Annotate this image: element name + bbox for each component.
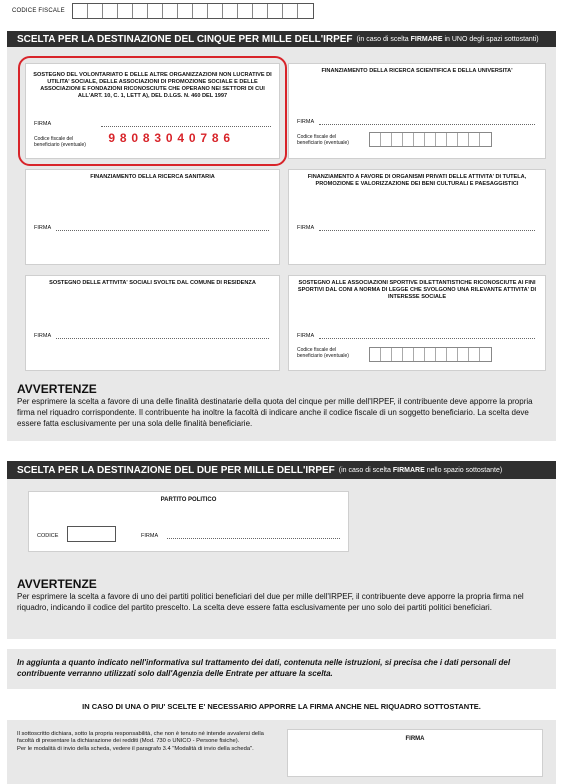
firma-label: FIRMA xyxy=(297,333,315,339)
codice-fiscale-label: CODICE FISCALE xyxy=(12,8,65,14)
beneficiario-digit: 8 xyxy=(119,131,127,145)
firma-line[interactable] xyxy=(319,124,535,125)
cinque-per-mille-header xyxy=(7,31,556,47)
codice-label: CODICE xyxy=(37,533,59,539)
firma-label: FIRMA xyxy=(297,119,315,125)
codice-fiscale-input[interactable] xyxy=(72,3,314,19)
box-title: SOSTEGNO DELLE ATTIVITA' SOCIALI SVOLTE DAL COMUNE DI RESIDENZA xyxy=(49,280,256,286)
avvertenze-text: Per esprimere la scelta a favore di una delle finalità destinatarie della quota del cinque per mille dell'IRPEF, il contribuente deve apporre la propria firma nel riquadro corrispondente. Il contribuente ha inoltre la facoltà di indicare anche il codice fiscale di un soggetto beneficiario. La scelta deve essere fatta esclusivamente per una sola delle finalità beneficiarie. xyxy=(17,397,533,428)
beneficiario-digit: 6 xyxy=(223,131,231,145)
box-title: SOSTEGNO ALLE ASSOCIAZIONI SPORTIVE DILETTANTISTICHE RICONOSCIUTE AI FINI SPORTIVI DAL CONI A NORMA DI LEGGE CHE SVOLGONO UNA RILEVANTE ATTIVITA' DI INTERESSE SOCIALE xyxy=(297,280,537,300)
codice-partito-input[interactable] xyxy=(67,526,116,542)
beneficiario-label: Codice fiscale del beneficiario (eventuale) xyxy=(297,134,349,146)
highlight-ring xyxy=(18,56,287,166)
beneficiario-input[interactable] xyxy=(369,132,492,147)
box-title: FINANZIAMENTO A FAVORE DI ORGANISMI PRIVATI DELLE ATTIVITA' DI TUTELA, PROMOZIONE E VALORIZZAZIONE DEI BENI CULTURALI E PAESAGGISTICI xyxy=(307,174,527,187)
beneficiario-digit: 0 xyxy=(131,131,139,145)
box-associazioni-sportive xyxy=(288,275,546,371)
firma-obbligatoria-note: IN CASO DI UNA O PIU' SCELTE E' NECESSARIO APPORRE LA FIRMA ANCHE NEL RIQUADRO SOTTOSTANTE. xyxy=(82,702,481,711)
firma-label: FIRMA xyxy=(34,333,52,339)
cinque-subtitle: (in caso di scelta FIRMARE in UNO degli spazi sottostanti) xyxy=(356,35,539,43)
due-per-mille-header xyxy=(7,461,556,479)
beneficiario-digit: 0 xyxy=(165,131,173,145)
beneficiario-digit: 3 xyxy=(154,131,162,145)
beneficiario-digit: 7 xyxy=(200,131,208,145)
box-beni-culturali xyxy=(288,169,546,265)
firma-line[interactable] xyxy=(167,538,340,539)
box-title: FINANZIAMENTO DELLA RICERCA SCIENTIFICA E DELLA UNIVERSITA' xyxy=(321,68,513,74)
beneficiario-digit: 4 xyxy=(177,131,185,145)
beneficiario-label: Codice fiscale del beneficiario (eventuale) xyxy=(297,347,349,359)
firma-label: FIRMA xyxy=(34,121,52,127)
beneficiario-digit: 9 xyxy=(108,131,116,145)
firma-line[interactable] xyxy=(56,338,269,339)
beneficiario-label: Codice fiscale del beneficiario (eventuale) xyxy=(34,136,86,148)
box-ricerca-sanitaria xyxy=(25,169,280,265)
beneficiario-input[interactable] xyxy=(369,347,492,362)
box-title: SOSTEGNO DEL VOLONTARIATO E DELLE ALTRE ORGANIZZAZIONI NON LUCRATIVE DI UTILITA' SOCIALE, DELLE ASSOCIAZIONI DI PROMOZIONE SOCIALE E DELLE ASSOCIAZIONI E FONDAZIONI RICONOSCIUTE CHE OPERANO NEI SETTORI DI CUI ALL'ART. 10, C. 1, LETT A), DEL D.LGS. N. 460 DEL 1997 xyxy=(33,72,272,99)
beneficiario-digit: 8 xyxy=(211,131,219,145)
box-partito-politico xyxy=(28,491,349,552)
firma-label: FIRMA xyxy=(141,533,159,539)
firma-line[interactable] xyxy=(319,230,535,231)
beneficiario-digit: 8 xyxy=(142,131,150,145)
privacy-note: In aggiunta a quanto indicato nell'informativa sul trattamento dei dati, contenuta nelle istruzioni, si precisa che i dati personali del contribuente verranno utilizzati solo dall'Agenzia delle Entrate per attuare la scelta. xyxy=(17,658,511,678)
firma-label: FIRMA xyxy=(297,225,315,231)
beneficiario-digit: 0 xyxy=(188,131,196,145)
avvertenze-text: Per esprimere la scelta a favore di uno dei partiti politici beneficiari del due per mille dell'IRPEF, il contribuente deve apporre la propria firma nel riquadro, indicando il codice del partito prescelto. La scelta deve essere fatta esclusivamente per uno solo dei partiti politici beneficiari. xyxy=(17,592,524,612)
box-attivita-sociali-comune xyxy=(25,275,280,371)
box-ricerca-scientifica xyxy=(288,63,546,159)
cinque-title: SCELTA PER LA DESTINAZIONE DEL CINQUE PER MILLE DELL'IRPEF xyxy=(17,33,353,45)
firma-line[interactable] xyxy=(319,338,535,339)
declaration-text: Il sottoscritto dichiara, sotto la propria responsabilità, che non è tenuto né intende avvalersi della facoltà di presentare la dichiarazione dei redditi (Mod. 730 o UNICO - Persone fisiche). Per le modalità di invio della scheda, vedere il paragrafo 3.4 "Modalità di invio della scheda". xyxy=(17,731,264,752)
declaration-firma-box[interactable] xyxy=(287,729,543,777)
due-title: SCELTA PER LA DESTINAZIONE DEL DUE PER MILLE DELL'IRPEF xyxy=(17,464,335,476)
avvertenze-title: AVVERTENZE xyxy=(17,382,97,396)
box-title: FINANZIAMENTO DELLA RICERCA SANITARIA xyxy=(90,174,215,180)
firma-line[interactable] xyxy=(56,230,269,231)
due-subtitle: (in caso di scelta FIRMARE nello spazio sottostante) xyxy=(338,466,503,474)
firma-label: FIRMA xyxy=(405,736,425,742)
box-title: PARTITO POLITICO xyxy=(160,497,217,503)
firma-label: FIRMA xyxy=(34,225,52,231)
avvertenze-title: AVVERTENZE xyxy=(17,577,97,591)
